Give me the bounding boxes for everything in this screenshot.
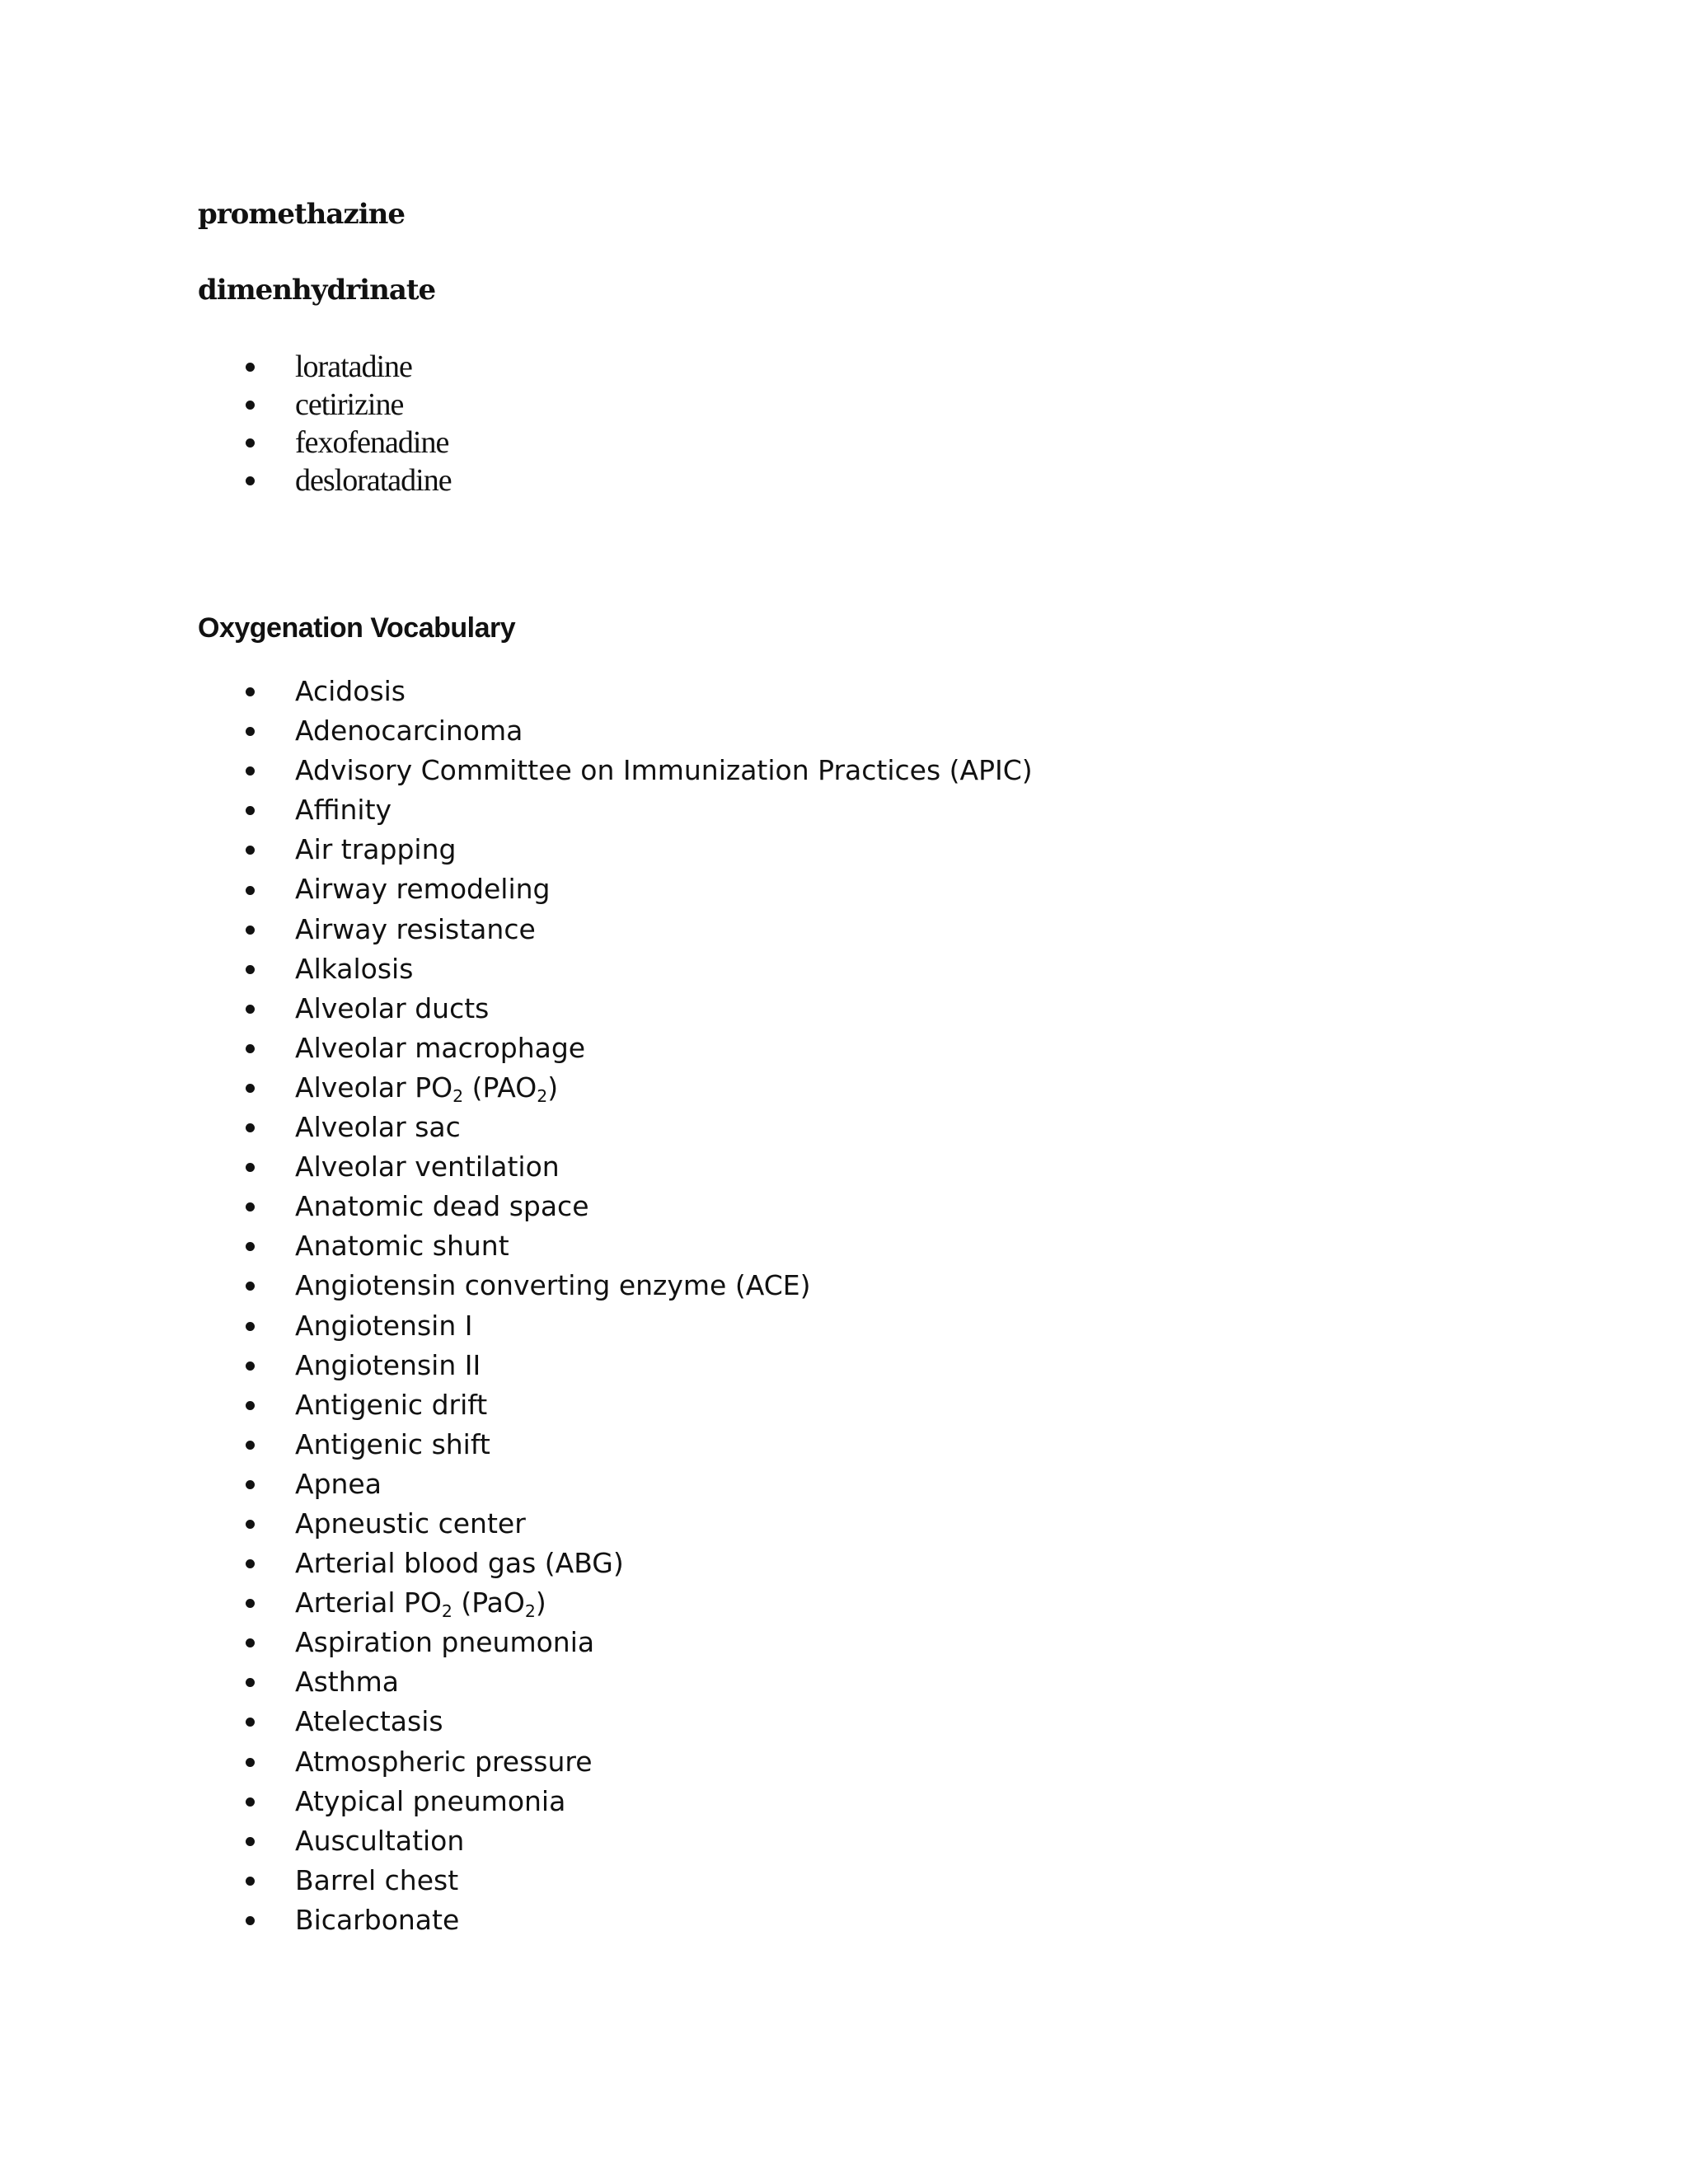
list-item-label: Atmospheric pressure [295,1745,593,1778]
list-item [0,1583,1033,1623]
bullet-icon [246,886,255,895]
list-item [0,1465,1033,1504]
section-title: Oxygenation Vocabulary [198,612,516,644]
list-item [0,830,1033,869]
list-item-label: Alveolar ventilation [295,1151,560,1183]
list-item-label: Barrel chest [295,1863,459,1896]
bullet-icon [246,438,255,448]
list-item [0,424,452,462]
list-item [0,711,1033,751]
subscript: 2 [524,1601,536,1622]
text-segment: ) [547,1071,559,1104]
bullet-icon [246,363,255,372]
bullet-icon [246,687,255,696]
bullet-icon [246,1123,255,1132]
list-item [0,1821,1033,1861]
bullet-icon [246,1916,255,1925]
bullet-icon [246,1202,255,1212]
bullet-icon [246,727,255,736]
list-item-label: Advisory Committee on Immunization Practices (APIC) [295,754,1033,787]
list-item-label: Alveolar macrophage [295,1031,586,1064]
list-item [0,1385,1033,1425]
bullet-icon [246,1044,255,1053]
list-item [0,1147,1033,1187]
list-item-label: Angiotensin II [295,1348,481,1381]
bullet-icon [246,1599,255,1608]
list-item-label: Angiotensin converting enzyme (ACE) [295,1269,811,1302]
list-item [0,1226,1033,1266]
text-segment: (PAO [463,1071,537,1104]
list-item [0,1900,1033,1940]
list-item [0,462,452,499]
list-item-label: Apnea [295,1467,382,1500]
bullet-icon [246,1441,255,1450]
bullet-icon [246,1837,255,1846]
text-segment: Arterial PO [295,1586,442,1619]
bullet-icon [246,1559,255,1568]
list-item [0,1623,1033,1662]
bullet-icon [246,1322,255,1331]
list-item-label: Antigenic shift [295,1427,490,1460]
list-item [0,949,1033,989]
list-item-label: Arterial blood gas (ABG) [295,1547,624,1580]
list-item-label: cetirizine [295,387,404,422]
bullet-icon [246,1877,255,1886]
bullet-icon [246,766,255,776]
list-item-label [295,1586,546,1622]
list-item-label: Antigenic drift [295,1388,488,1421]
list-item-label: Airway remodeling [295,873,551,906]
list-item [0,348,452,386]
bullet-icon [246,846,255,855]
list-item-label: Aspiration pneumonia [295,1626,595,1659]
bullet-icon [246,1401,255,1410]
bullet-icon [246,1163,255,1172]
heading-dimenhydrinate: dimenhydrinate [198,274,436,307]
list-item-label: Adenocarcinoma [295,715,523,748]
list-item-label: Atypical pneumonia [295,1784,566,1817]
list-item-label: Auscultation [295,1824,465,1857]
list-item-label: Anatomic shunt [295,1230,509,1263]
antihistamine-list [0,348,452,499]
list-item-label: Angiotensin I [295,1309,473,1342]
list-item-label: Alkalosis [295,952,414,985]
bullet-icon [246,1797,255,1807]
bullet-icon [246,1480,255,1489]
list-item [0,672,1033,711]
list-item-label: Acidosis [295,675,406,707]
list-item-label: fexofenadine [295,425,449,460]
list-item [0,1861,1033,1900]
heading-promethazine: promethazine [198,198,406,231]
text-segment: Alveolar PO [295,1071,453,1104]
list-item [0,386,452,424]
text-segment: (PaO [452,1586,525,1619]
list-item-label: Alveolar ducts [295,991,490,1024]
bullet-icon [246,1638,255,1647]
bullet-icon [246,1718,255,1727]
list-item [0,1662,1033,1702]
list-item [0,1702,1033,1741]
list-item [0,1742,1033,1782]
vocabulary-list [0,672,1033,1940]
bullet-icon [246,1678,255,1687]
list-item-label: Anatomic dead space [295,1190,589,1223]
bullet-icon [246,926,255,935]
subscript: 2 [441,1601,452,1622]
list-item-label: desloratadine [295,463,452,498]
list-item [0,1306,1033,1346]
bullet-icon [246,476,255,485]
list-item-label: loratadine [295,349,412,384]
list-item [0,1782,1033,1821]
list-item [0,869,1033,909]
bullet-icon [246,806,255,815]
list-item [0,1068,1033,1108]
list-item [0,1346,1033,1385]
bullet-icon [246,1758,255,1767]
bullet-icon [246,1520,255,1529]
subscript: 2 [537,1086,548,1107]
list-item [0,751,1033,790]
list-item-label: Alveolar sac [295,1111,461,1144]
list-item [0,989,1033,1029]
list-item [0,790,1033,830]
list-item-label: Apneustic center [295,1507,526,1540]
list-item [0,910,1033,949]
bullet-icon [246,1361,255,1371]
list-item-label: Airway resistance [295,912,536,945]
list-item [0,1108,1033,1147]
list-item [0,1504,1033,1544]
bullet-icon [246,1242,255,1251]
list-item-label [295,1071,559,1107]
subscript: 2 [452,1086,464,1107]
bullet-icon [246,1084,255,1093]
bullet-icon [246,965,255,974]
list-item [0,1187,1033,1226]
bullet-icon [246,1005,255,1014]
list-item-label: Bicarbonate [295,1903,460,1936]
bullet-icon [246,401,255,410]
bullet-icon [246,1282,255,1291]
list-item [0,1425,1033,1465]
text-segment: ) [535,1586,546,1619]
list-item-label: Affinity [295,794,392,827]
list-item [0,1029,1033,1068]
list-item-label: Asthma [295,1666,399,1699]
list-item [0,1266,1033,1305]
list-item-label: Air trapping [295,833,457,866]
list-item-label: Atelectasis [295,1705,443,1738]
list-item [0,1544,1033,1583]
